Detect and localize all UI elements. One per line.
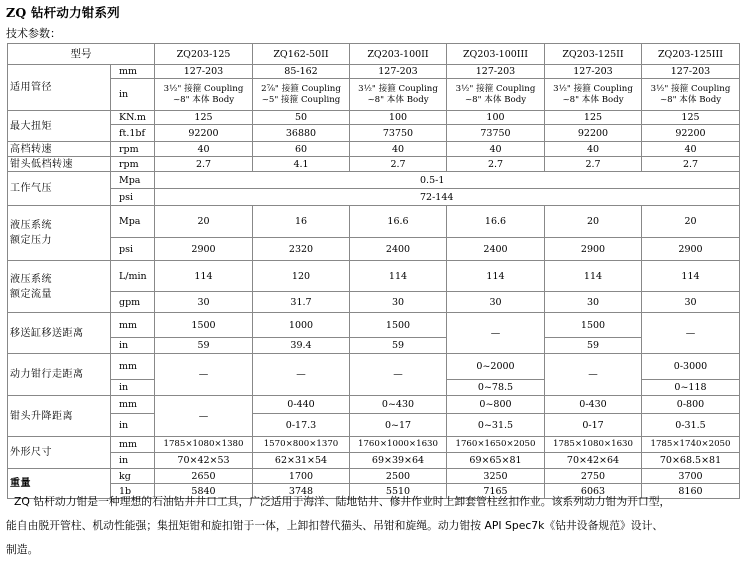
value-cell: 120 xyxy=(253,261,350,292)
body-text: ~8" 本体 Body xyxy=(464,94,527,105)
value-cell: 114 xyxy=(155,261,253,292)
value-cell: 2900 xyxy=(545,238,642,261)
table-row xyxy=(8,142,740,157)
table-row xyxy=(8,338,740,354)
value-cell: 73750 xyxy=(447,125,545,142)
value-cell: 30 xyxy=(447,292,545,313)
table-row xyxy=(8,65,740,79)
value-cell: — xyxy=(447,313,545,354)
param-label: 外形尺寸 xyxy=(8,437,111,469)
param-label xyxy=(8,261,111,313)
table-header-row xyxy=(8,44,740,65)
unit-cell: in xyxy=(111,414,155,437)
value-cell: 0~800 xyxy=(447,396,545,414)
value-cell: 92200 xyxy=(155,125,253,142)
value-cell: 70×42×53 xyxy=(155,453,253,469)
value-cell: 31.7 xyxy=(253,292,350,313)
unit-cell: gpm xyxy=(111,292,155,313)
coupling-text: 3½" 接箍 Coupling xyxy=(358,83,438,94)
value-cell: 1785×1080×1630 xyxy=(545,437,642,453)
value-cell: 127-203 xyxy=(545,65,642,79)
value-cell xyxy=(447,79,545,111)
table-row xyxy=(8,172,740,189)
body-text: ~8" 本体 Body xyxy=(659,94,722,105)
table-row xyxy=(8,313,740,338)
unit-cell: kg xyxy=(111,469,155,484)
value-cell: 2650 xyxy=(155,469,253,484)
value-cell: 125 xyxy=(545,111,642,125)
value-cell: 70×68.5×81 xyxy=(642,453,740,469)
value-cell: 1500 xyxy=(350,313,447,338)
value-cell: 0.5-1 xyxy=(155,172,740,189)
value-cell: 5840 xyxy=(155,484,253,499)
description-line: 制造。 xyxy=(6,543,39,556)
table-row xyxy=(8,111,740,125)
value-cell: 2320 xyxy=(253,238,350,261)
coupling-text: 2⅞" 接箍 Coupling xyxy=(261,83,341,94)
param-label: 工作气压 xyxy=(8,172,111,206)
value-cell: 2.7 xyxy=(155,157,253,172)
description-line: 能自由脱开管柱、机动性能强；集扭矩钳和旋扣钳于一体，上卸扣替代猫头、吊钳和旋绳。动力钳按 API Spec7k《钻井设备规范》设计、 xyxy=(6,519,664,532)
value-cell: 30 xyxy=(155,292,253,313)
unit-cell: mm xyxy=(111,396,155,414)
value-cell: 2500 xyxy=(350,469,447,484)
table-row xyxy=(8,79,740,111)
model-header: ZQ162-50II xyxy=(253,44,350,65)
value-cell: 20 xyxy=(642,206,740,238)
param-label: 最大扭矩 xyxy=(8,111,111,142)
unit-cell: 1b xyxy=(111,484,155,499)
table-row xyxy=(8,261,740,292)
value-cell: 0~118 xyxy=(642,380,740,396)
value-cell: 2.7 xyxy=(447,157,545,172)
value-cell: — xyxy=(253,354,350,396)
value-cell: 2.7 xyxy=(545,157,642,172)
value-cell: 16.6 xyxy=(447,206,545,238)
value-cell: 3250 xyxy=(447,469,545,484)
model-header: ZQ203-125II xyxy=(545,44,642,65)
value-cell: 30 xyxy=(642,292,740,313)
value-cell: 127-203 xyxy=(642,65,740,79)
page-title: ZQ 钻杆动力钳系列 xyxy=(6,5,120,20)
value-cell: 40 xyxy=(350,142,447,157)
value-cell: 125 xyxy=(642,111,740,125)
value-cell: 114 xyxy=(350,261,447,292)
value-cell: 2400 xyxy=(350,238,447,261)
unit-cell: rpm xyxy=(111,157,155,172)
value-cell: 0~17 xyxy=(350,414,447,437)
value-cell: 3700 xyxy=(642,469,740,484)
unit-cell: rpm xyxy=(111,142,155,157)
model-header: ZQ203-125 xyxy=(155,44,253,65)
value-cell: 20 xyxy=(545,206,642,238)
value-cell: 8160 xyxy=(642,484,740,499)
value-cell: 2900 xyxy=(642,238,740,261)
value-cell: 30 xyxy=(545,292,642,313)
value-cell: 16 xyxy=(253,206,350,238)
value-cell: 2400 xyxy=(447,238,545,261)
param-label: 移送缸移送距离 xyxy=(8,313,111,354)
value-cell: 39.4 xyxy=(253,338,350,354)
value-cell: 5510 xyxy=(350,484,447,499)
value-cell: 1760×1650×2050 xyxy=(447,437,545,453)
value-cell: 0-17 xyxy=(545,414,642,437)
model-header: ZQ203-100III xyxy=(447,44,545,65)
value-cell: 114 xyxy=(545,261,642,292)
model-header: ZQ203-100II xyxy=(350,44,447,65)
table-row xyxy=(8,396,740,414)
value-cell: 2.7 xyxy=(350,157,447,172)
value-cell: 62×31×54 xyxy=(253,453,350,469)
value-cell: 4.1 xyxy=(253,157,350,172)
body-text: ~5" 接箍 Coupling xyxy=(261,94,341,105)
value-cell: 0~78.5 xyxy=(447,380,545,396)
body-text: ~8" 本体 Body xyxy=(367,94,429,105)
unit-cell: L/min xyxy=(111,261,155,292)
coupling-text: 3½" 接箍 Coupling xyxy=(553,83,633,94)
unit-cell: psi xyxy=(111,189,155,206)
coupling-text: 3½" 接箍 Coupling xyxy=(455,83,536,94)
body-text: ~8" 本体 Body xyxy=(562,94,624,105)
value-cell xyxy=(545,79,642,111)
value-cell: 114 xyxy=(447,261,545,292)
value-cell: — xyxy=(642,313,740,354)
spec-table xyxy=(7,43,740,499)
param-label-line: 液压系统 xyxy=(10,220,52,231)
value-cell: 92200 xyxy=(642,125,740,142)
value-cell: — xyxy=(545,354,642,396)
value-cell: 59 xyxy=(545,338,642,354)
unit-cell: in xyxy=(111,380,155,396)
param-label-line: 额定压力 xyxy=(10,235,52,246)
unit-cell: Mpa xyxy=(111,206,155,238)
body-text: ~8" 本体 Body xyxy=(172,94,235,105)
param-label: 动力钳行走距离 xyxy=(8,354,111,396)
value-cell: 0-17.3 xyxy=(253,414,350,437)
value-cell xyxy=(350,79,447,111)
model-header: ZQ203-125III xyxy=(642,44,740,65)
value-cell: 40 xyxy=(155,142,253,157)
value-cell: 40 xyxy=(447,142,545,157)
param-label-line: 额定流量 xyxy=(10,288,52,300)
param-label-line: 液压系统 xyxy=(10,273,52,285)
table-row xyxy=(8,157,740,172)
value-cell: 127-203 xyxy=(155,65,253,79)
value-cell: 59 xyxy=(350,338,447,354)
value-cell: 7165 xyxy=(447,484,545,499)
unit-cell: Mpa xyxy=(111,172,155,189)
value-cell: — xyxy=(155,396,253,437)
value-cell: 1500 xyxy=(155,313,253,338)
value-cell: 2.7 xyxy=(642,157,740,172)
value-cell: 0-31.5 xyxy=(642,414,740,437)
value-cell: 40 xyxy=(545,142,642,157)
section-subtitle: 技术参数： xyxy=(6,27,61,40)
unit-cell: in xyxy=(111,338,155,354)
value-cell: — xyxy=(350,354,447,396)
value-cell: 72-144 xyxy=(155,189,740,206)
unit-cell: KN.m xyxy=(111,111,155,125)
value-cell: 1500 xyxy=(545,313,642,338)
table-row xyxy=(8,206,740,238)
table-row xyxy=(8,469,740,484)
value-cell xyxy=(155,79,253,111)
header-label: 型号 xyxy=(8,44,155,65)
value-cell: 20 xyxy=(155,206,253,238)
table-row xyxy=(8,125,740,142)
unit-cell: mm xyxy=(111,354,155,380)
value-cell: 0~2000 xyxy=(447,354,545,380)
value-cell: 70×42×64 xyxy=(545,453,642,469)
value-cell: 3748 xyxy=(253,484,350,499)
param-label: 适用管径 xyxy=(8,65,111,111)
value-cell: 1570×800×1370 xyxy=(253,437,350,453)
value-cell: 0-800 xyxy=(642,396,740,414)
table-row xyxy=(8,453,740,469)
value-cell: 69×39×64 xyxy=(350,453,447,469)
table-row xyxy=(8,189,740,206)
param-label: 高档转速 xyxy=(8,142,111,157)
value-cell: 0-430 xyxy=(545,396,642,414)
value-cell: 69×65×81 xyxy=(447,453,545,469)
table-row xyxy=(8,292,740,313)
value-cell: 114 xyxy=(642,261,740,292)
unit-cell: mm xyxy=(111,313,155,338)
value-cell: 59 xyxy=(155,338,253,354)
value-cell: 60 xyxy=(253,142,350,157)
value-cell: 50 xyxy=(253,111,350,125)
table-row xyxy=(8,437,740,453)
value-cell xyxy=(642,79,740,111)
param-label xyxy=(8,206,111,261)
value-cell: 0-440 xyxy=(253,396,350,414)
value-cell: 1785×1740×2050 xyxy=(642,437,740,453)
value-cell: 1760×1000×1630 xyxy=(350,437,447,453)
value-cell: 36880 xyxy=(253,125,350,142)
value-cell: 0-3000 xyxy=(642,354,740,380)
coupling-text: 3½" 接箍 Coupling xyxy=(163,83,244,94)
value-cell: — xyxy=(155,354,253,396)
unit-cell: in xyxy=(111,79,155,111)
value-cell: 100 xyxy=(350,111,447,125)
unit-cell: in xyxy=(111,453,155,469)
value-cell: 1785×1080×1380 xyxy=(155,437,253,453)
table-row xyxy=(8,238,740,261)
coupling-text: 3½" 接箍 Coupling xyxy=(650,83,731,94)
value-cell: 6063 xyxy=(545,484,642,499)
param-label: 钳头升降距离 xyxy=(8,396,111,437)
value-cell: 92200 xyxy=(545,125,642,142)
unit-cell: ft.1bf xyxy=(111,125,155,142)
param-label: 重量 xyxy=(8,469,111,499)
description-line: ZQ 钻杆动力钳是一种理想的石油钻井井口工具，广泛适用于海洋、陆地钻井、修井作业时上卸套管柱丝扣作业。该系列动力钳为开口型， xyxy=(14,495,671,508)
value-cell: 40 xyxy=(642,142,740,157)
value-cell: 30 xyxy=(350,292,447,313)
value-cell: 1000 xyxy=(253,313,350,338)
value-cell: 2900 xyxy=(155,238,253,261)
value-cell: 73750 xyxy=(350,125,447,142)
value-cell: 0~31.5 xyxy=(447,414,545,437)
param-label: 钳头低档转速 xyxy=(8,157,111,172)
unit-cell: mm xyxy=(111,65,155,79)
value-cell: 100 xyxy=(447,111,545,125)
value-cell: 127-203 xyxy=(447,65,545,79)
value-cell: 85-162 xyxy=(253,65,350,79)
value-cell: 2750 xyxy=(545,469,642,484)
value-cell: 0~430 xyxy=(350,396,447,414)
table-row xyxy=(8,354,740,380)
unit-cell: mm xyxy=(111,437,155,453)
table-row xyxy=(8,414,740,437)
value-cell: 125 xyxy=(155,111,253,125)
unit-cell: psi xyxy=(111,238,155,261)
value-cell xyxy=(253,79,350,111)
value-cell: 1700 xyxy=(253,469,350,484)
value-cell: 16.6 xyxy=(350,206,447,238)
value-cell: 127-203 xyxy=(350,65,447,79)
